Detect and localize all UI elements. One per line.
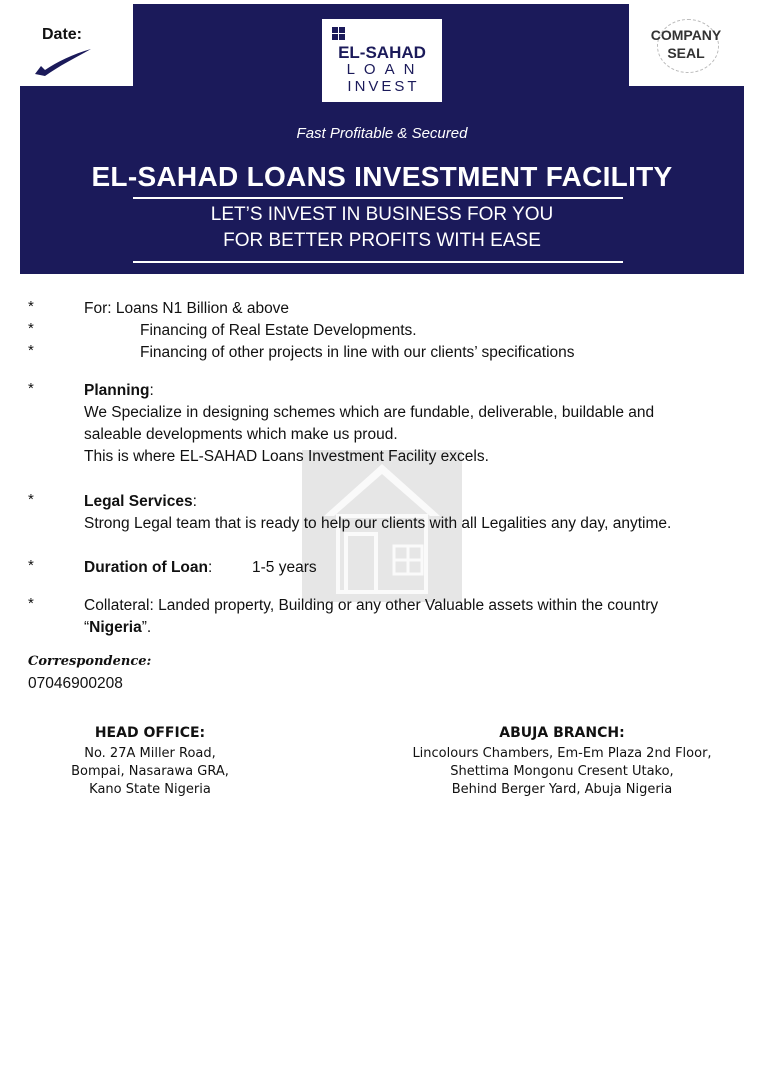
logo-grid-icon [332, 27, 346, 41]
bullet-marker: * [28, 595, 34, 612]
duration-heading [84, 558, 212, 578]
company-logo [322, 19, 442, 102]
duration-value: 1-5 years [252, 559, 317, 576]
bullet-marker: * [28, 342, 34, 359]
planning-line-1: We Specialize in designing schemes which are fundable, deliverable, buildable and [84, 404, 655, 421]
head-office-line: No. 27A Miller Road, [84, 746, 216, 761]
abuja-branch-line: Shettima Mongonu Cresent Utako, [450, 764, 674, 779]
quote-open: “ [84, 619, 90, 636]
page-title: EL-SAHAD LOANS INVESTMENT FACILITY [91, 161, 673, 192]
bullet-marker: * [28, 380, 34, 397]
phone-number: 07046900208 [28, 675, 123, 692]
quote-close: ”. [141, 619, 152, 636]
country-name: Nigeria [89, 619, 142, 636]
bullet-marker: * [28, 320, 34, 337]
loans-line-1: For: Loans N1 Billion & above [84, 300, 290, 317]
date-label: Date: [42, 26, 83, 43]
duration-heading-text: Duration of Loan [84, 559, 208, 576]
subtitle-line-1: LET’S INVEST IN BUSINESS FOR YOU [210, 204, 554, 225]
legal-heading [84, 492, 197, 512]
head-office-line: Kano State Nigeria [89, 782, 211, 797]
loans-line-2: Financing of Real Estate Developments. [140, 322, 417, 339]
head-office-line: Bompai, Nasarawa GRA, [71, 764, 229, 779]
company-seal-label [640, 26, 732, 62]
loans-line-3: Financing of other projects in line with our clients’ specifications [140, 344, 575, 361]
collateral-line-2 [84, 618, 151, 638]
correspondence-label: Correspondence: [28, 654, 152, 669]
planning-heading-text: Planning [84, 382, 150, 399]
title-divider-top [133, 197, 623, 199]
abuja-branch-line: Lincolours Chambers, Em-Em Plaza 2nd Floor, [412, 746, 712, 761]
bullet-marker: * [28, 298, 34, 315]
title-divider-bottom [133, 261, 623, 263]
subtitle-line-2: FOR BETTER PROFITS WITH EASE [223, 230, 541, 251]
duration-colon: : [208, 559, 213, 576]
planning-colon: : [149, 382, 154, 399]
abuja-branch-block [392, 724, 732, 799]
abuja-branch-line: Behind Berger Yard, Abuja Nigeria [451, 782, 673, 797]
legal-colon: : [192, 493, 197, 510]
legal-line-1: Strong Legal team that is ready to help our clients with all Legalities any day, anytime. [84, 515, 672, 532]
head-office-block [40, 724, 260, 799]
planning-line-2: saleable developments which make us proud. [84, 426, 398, 443]
planning-heading [84, 381, 154, 401]
checkmark-icon [33, 48, 95, 78]
bullet-marker: * [28, 491, 34, 508]
logo-line-2: LOAN [346, 61, 424, 78]
head-office-title: HEAD OFFICE: [94, 725, 206, 741]
planning-line-3: This is where EL-SAHAD Loans Investment Facility excels. [84, 448, 489, 465]
legal-heading-text: Legal Services [84, 493, 193, 510]
tagline: Fast Profitable & Secured [296, 125, 468, 142]
logo-line-1: EL-SAHAD [338, 43, 426, 62]
abuja-branch-title: ABUJA BRANCH: [499, 725, 625, 741]
collateral-line-1: Collateral: Landed property, Building or any other Valuable assets within the country [84, 597, 659, 614]
seal-line-1: COMPANY [650, 27, 722, 43]
logo-line-3: INVEST [347, 78, 420, 95]
seal-line-2: SEAL [667, 45, 705, 61]
bullet-marker: * [28, 557, 34, 574]
